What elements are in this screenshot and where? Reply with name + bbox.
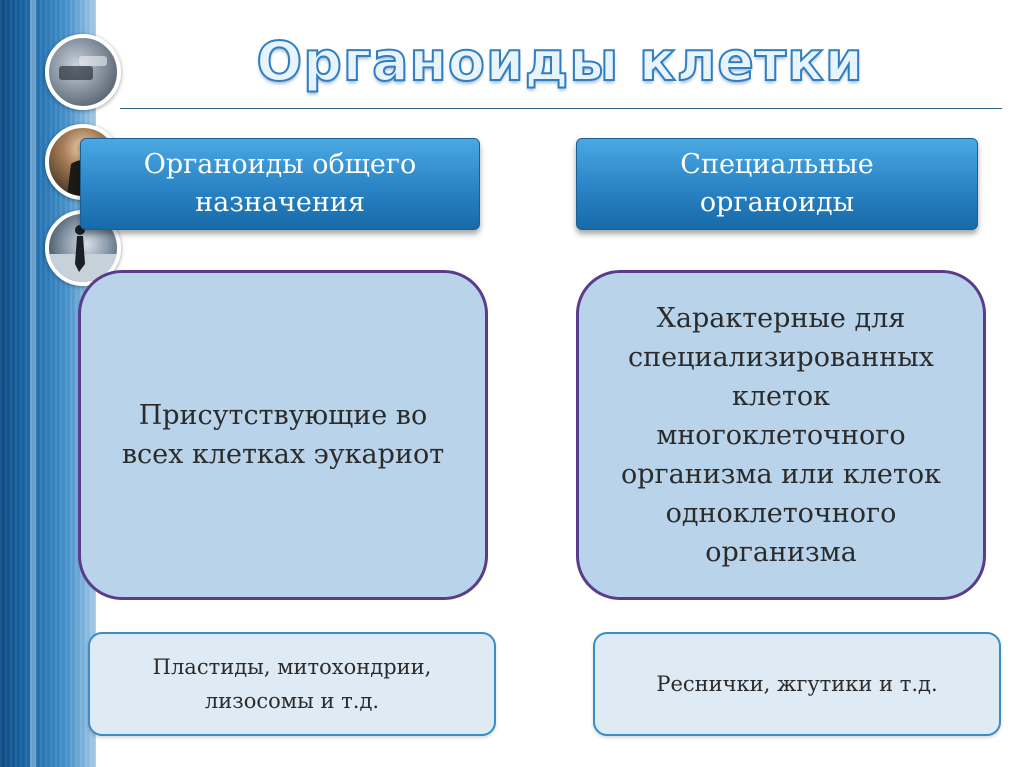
general-organoids-description-box [78,270,488,600]
special-organoids-description-box [576,270,986,600]
special-organoids-examples: Реснички, жгутики и т.д. [656,672,938,696]
special-organoids-description: Характерные для специализированных клеток многоклеточного организма или клеток одноклеточного организма [621,302,941,568]
special-organoids-header-text: Специальные органоиды [680,149,874,218]
general-organoids-description: Присутствующие во всех клетках эукариот [121,400,445,470]
page-title: Органоиды клетки [256,30,864,93]
general-organoids-header [80,138,480,230]
title-divider [120,108,1002,109]
general-organoids-header-text: Органоиды общего назначения [143,149,417,218]
special-organoids-header [576,138,978,230]
general-organoids-examples-box [88,632,496,736]
decorative-photo-circle [45,34,121,110]
general-organoids-examples: Пластиды, митохондрии, лизосомы и т.д. [152,655,432,713]
special-organoids-examples-box [593,632,1001,736]
